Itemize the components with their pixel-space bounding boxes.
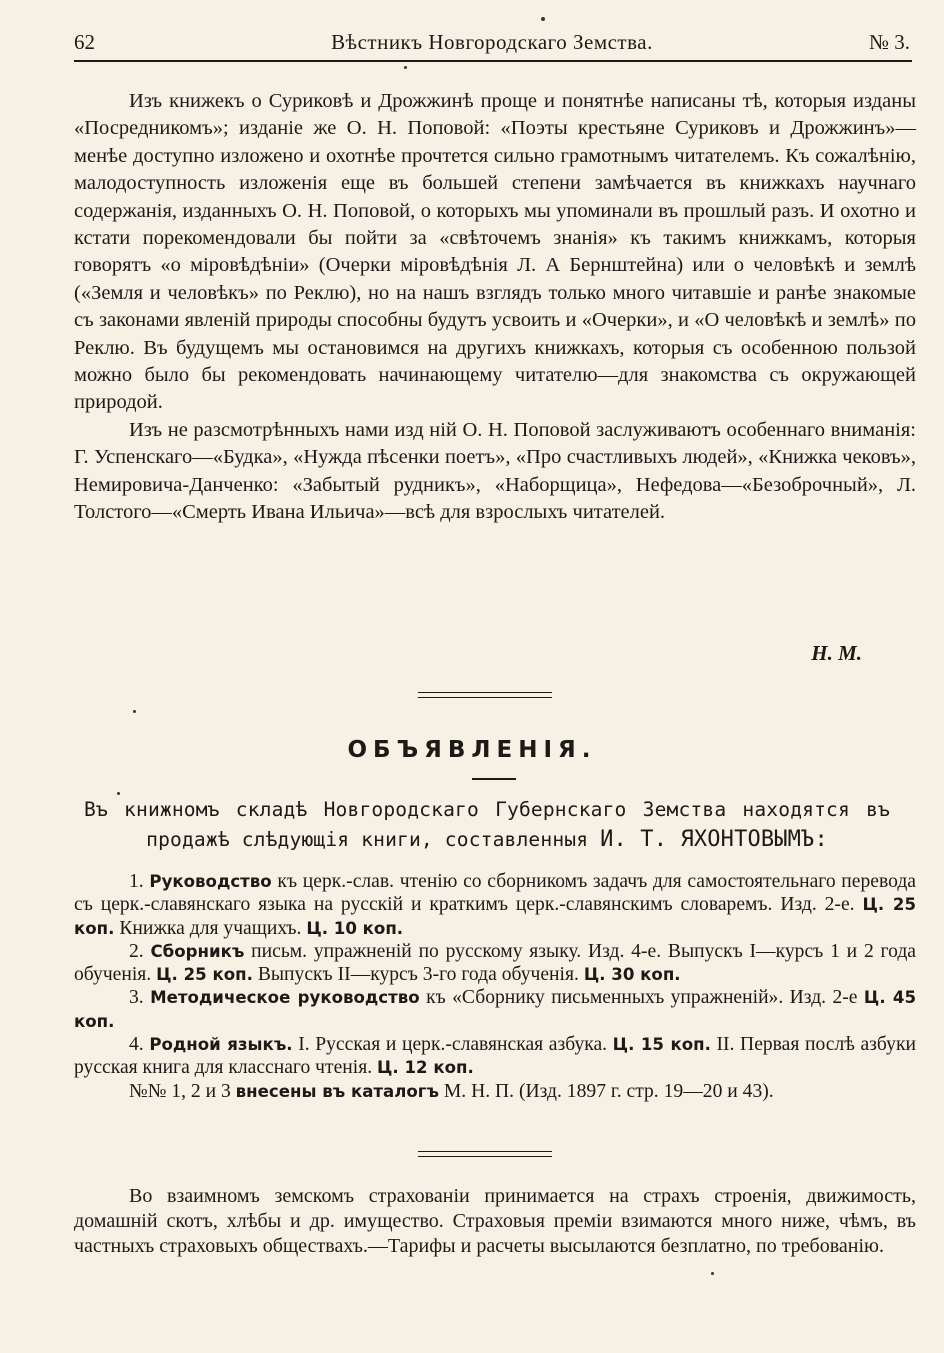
book-price: Ц. 45 коп. bbox=[74, 988, 917, 1031]
journal-title: Вѣстникъ Новгородскаго Земства. bbox=[331, 30, 653, 54]
book-price: Ц. 25 коп. bbox=[156, 965, 253, 985]
review-paragraph-2: Изъ не разсмотрѣнныхъ нами изд ній О. Н. Поповой заслуживаютъ особеннаго вниманія: Г. Успенскаго—«Будка», «Нужда пѣсенки поетъ», «Про счастливыхъ людей», «Книжка чековъ», Немировича-Данченко: «Забытый рудникъ», «Наборщица», Нефедова—«Безоброчный», Л. Толстого—«Смерть Ивана Ильича»—всѣ для взрослыхъ читателей. bbox=[74, 418, 916, 524]
book-description-extra: II. Первая послѣ азбуки русская книга для класснаго чтенія. bbox=[74, 1034, 916, 1079]
book-description: къ «Сборнику письменныхъ упражненій». Изд. 2-е bbox=[426, 987, 858, 1009]
book-description-extra: Выпускъ II—курсъ 3-го года обученія. bbox=[257, 964, 579, 986]
book-item bbox=[74, 870, 916, 940]
insurance-announcement bbox=[74, 1184, 916, 1259]
insurance-text: Во взаимномъ земскомъ страхованіи принимается на страхъ строенія, движимость, домашній скотъ, хлѣбы и др. имущество. Страховыя преміи взимаются много ниже, чѣмъ, въ частныхъ страховыхъ обществахъ.—Тарифы и расчеты высылаются безплатно, по требованію. bbox=[74, 1185, 916, 1257]
book-name: Сборникъ bbox=[150, 941, 245, 961]
book-list bbox=[74, 870, 916, 1103]
catalog-bold: внесены въ каталогъ bbox=[235, 1081, 439, 1101]
print-speck bbox=[117, 792, 120, 795]
print-speck bbox=[711, 1272, 714, 1275]
header-rule bbox=[74, 60, 912, 62]
running-header bbox=[74, 30, 910, 58]
announcements-title: ОБЪЯВЛЕНІЯ. bbox=[347, 737, 597, 763]
book-review bbox=[74, 88, 916, 527]
section-divider bbox=[418, 692, 552, 698]
book-description: письм. упражненій по русскому языку. Изд. 4-е. Выпускъ I—курсъ 1 и 2 года обученія. bbox=[74, 940, 916, 986]
book-name: Руководство bbox=[149, 872, 272, 891]
heading-text: Въ книжномъ складѣ Новгородскаго Губернскаго Земства находятся въ продажѣ слѣдующія книги, составленныя bbox=[84, 798, 890, 851]
book-price: Ц. 15 коп. bbox=[612, 1035, 711, 1055]
book-item bbox=[74, 986, 916, 1033]
print-speck bbox=[541, 17, 545, 21]
book-description: I. Русская и церк.-славянская азбука. bbox=[298, 1034, 608, 1056]
bookstore-announcement-heading bbox=[84, 795, 890, 855]
print-speck bbox=[404, 66, 407, 69]
review-paragraph-1: Изъ книжекъ о Суриковѣ и Дрожжинѣ проще и понятнѣе написаны тѣ, которыя изданы «Посредникомъ»; изданіе же О. Н. Поповой: «Поэты крестьяне Суриковъ и Дрожжинъ»—менѣе доступно изложено и охотнѣе прочтется сильно грамотнымъ читателемъ. Къ сожалѣнію, малодоступность изложенія еще въ большей степени замѣчается въ книжкахъ научнаго содержанія, изданныхъ О. Н. Поповой, о которыхъ мы упоминали въ прошлый разъ. И охотно и кстати порекомендовали бы пойти за «свѣточемъ знанія» къ такимъ книжкамъ, которыя говорятъ «о міровѣдѣніи» (Очерки міровѣдѣнія Л. А Бернштейна) или о человѣкѣ и землѣ («Земля и человѣкъ» по Реклю), но на нашъ взглядъ только много читавшіе и ранѣе знакомые съ законами явленій природы способны будутъ усвоить и «Очерки», и «О человѣкѣ и землѣ» по Реклю. Въ будущемъ мы остановимся на другихъ книжкахъ, которыя съ особенною пользой можно было бы рекомендовать начинающему читателю—для знакомства съ окружающей природой. bbox=[74, 90, 916, 414]
book-price-extra: Ц. 10 коп. bbox=[306, 918, 404, 938]
book-number: 3. bbox=[129, 987, 144, 1009]
book-name: Методическое руководство bbox=[150, 988, 420, 1008]
book-price: Ц. 25 коп. bbox=[74, 895, 916, 938]
catalog-numbers: №№ 1, 2 и 3 bbox=[129, 1080, 231, 1102]
book-description: къ церк.-слав. чтенію со сборникомъ задачъ для самостоятельнаго перевода съ церк.-славянскаго языка на русскій и краткимъ церк.-славянскимъ словаремъ. Изд. 2-е. bbox=[74, 871, 916, 916]
heading-author: И. Т. ЯХОНТОВЫМЪ: bbox=[600, 827, 828, 852]
book-price-extra: Ц. 12 коп. bbox=[377, 1058, 474, 1078]
book-description-extra: Книжка для учащихъ. bbox=[119, 917, 302, 939]
book-number: 4. bbox=[129, 1034, 144, 1056]
book-price-extra: Ц. 30 коп. bbox=[583, 965, 681, 985]
book-number: 1. bbox=[129, 871, 144, 892]
page-number: 62 bbox=[74, 30, 95, 54]
catalog-note bbox=[74, 1080, 916, 1103]
book-item bbox=[74, 1033, 916, 1080]
print-speck bbox=[133, 710, 136, 713]
catalog-reference: М. Н. П. (Изд. 1897 г. стр. 19—20 и 43). bbox=[443, 1080, 774, 1102]
review-signature: Н. М. bbox=[811, 641, 862, 665]
issue-number: № 3. bbox=[868, 30, 910, 54]
book-number: 2. bbox=[129, 940, 144, 962]
section-divider bbox=[418, 1151, 552, 1157]
title-underline bbox=[472, 778, 516, 780]
book-name: Родной языкъ. bbox=[149, 1035, 293, 1055]
book-item bbox=[74, 940, 916, 987]
